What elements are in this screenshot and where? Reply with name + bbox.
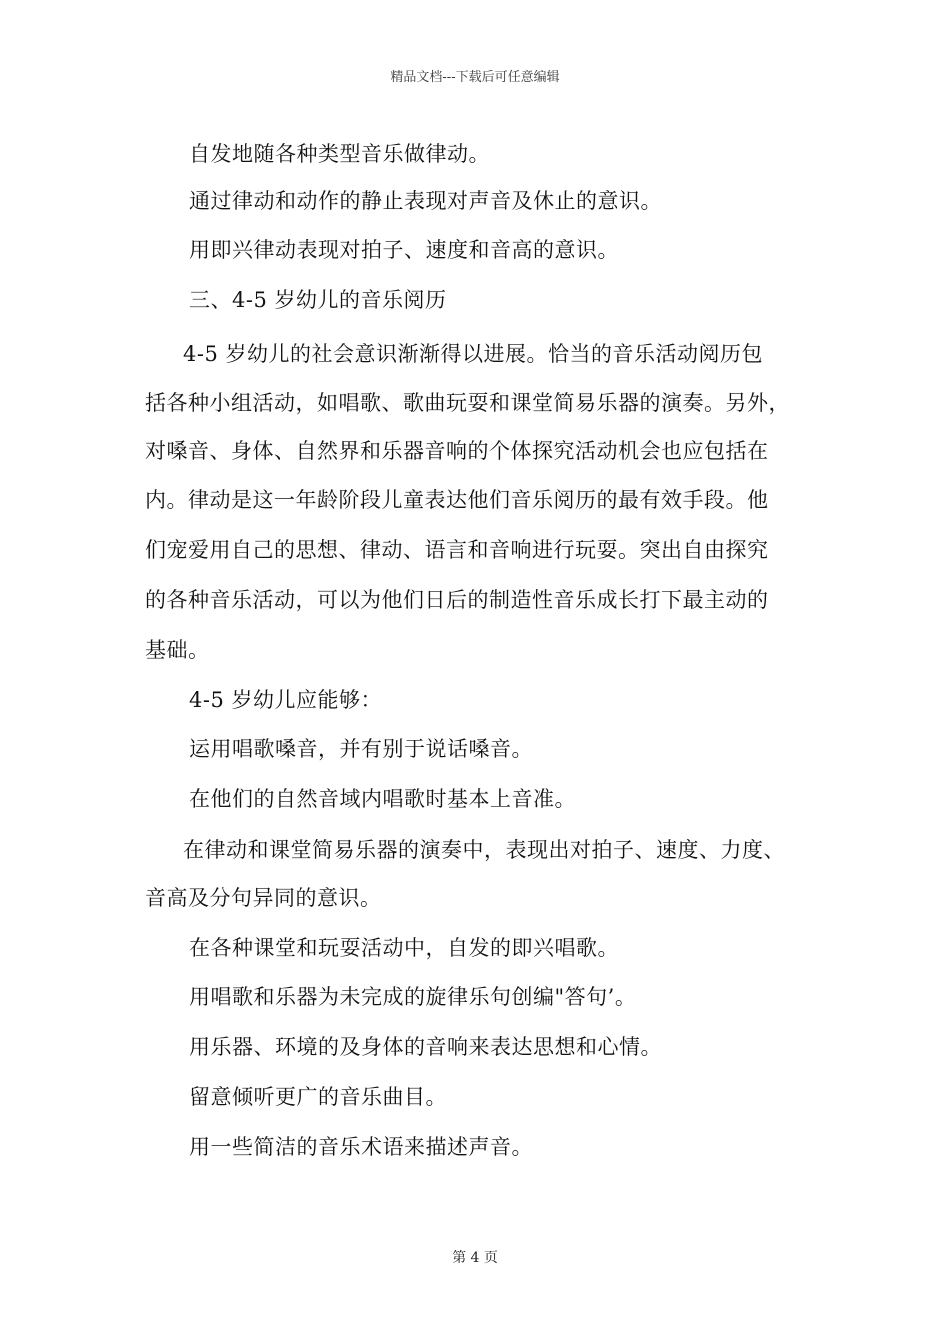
section-heading: 三、4-5 岁幼儿的音乐阅历 (189, 288, 447, 312)
paragraph-line: 对嗓音、身体、自然界和乐器音响的个体探究活动机会也应包括在 (145, 439, 769, 463)
paragraph-line: 在他们的自然音域内唱歌时基本上音准。 (189, 787, 576, 811)
paragraph-line: 4-5 岁幼儿应能够： (189, 688, 382, 712)
paragraph-line: 用一些简洁的音乐术语来描述声音。 (189, 1135, 533, 1159)
paragraph-line: 运用唱歌嗓音，并有别于说话嗓音。 (189, 737, 533, 761)
paragraph-line: 用乐器、环境的及身体的音响来表达思想和心情。 (189, 1035, 662, 1059)
paragraph-line: 在律动和课堂简易乐器的演奏中，表现出对拍子、速度、力度、 (183, 838, 785, 862)
paragraph-line: 基础。 (145, 638, 210, 662)
paragraph-line: 内。律动是这一年龄阶段儿童表达他们音乐阅历的最有效手段。他 (145, 488, 769, 512)
paragraph-line: 自发地随各种类型音乐做律动。 (189, 142, 490, 166)
paragraph-line: 在各种课堂和玩耍活动中，自发的即兴唱歌。 (189, 936, 619, 960)
paragraph-line: 的各种音乐活动，可以为他们日后的制造性音乐成长打下最主动的 (145, 588, 769, 612)
paragraph-line: 括各种小组活动，如唱歌、歌曲玩耍和课堂简易乐器的演奏。另外， (145, 391, 790, 415)
paragraph-line: 4-5 岁幼儿的社会意识渐渐得以进展。恰当的音乐活动阅历包 (183, 342, 763, 366)
paragraph-line: 用即兴律动表现对拍子、速度和音高的意识。 (189, 238, 619, 262)
page-header: 精品文档---下载后可任意编辑 (390, 70, 560, 85)
paragraph-line: 音高及分句异同的意识。 (145, 886, 382, 910)
paragraph-line: 通过律动和动作的静止表现对声音及休止的意识。 (189, 189, 662, 213)
paragraph-line: 们宠爱用自己的思想、律动、语言和音响进行玩耍。突出自由探究 (145, 538, 769, 562)
paragraph-line: 留意倾听更广的音乐曲目。 (189, 1085, 447, 1109)
page-number: 第 4 页 (452, 1250, 498, 1266)
paragraph-line: 用唱歌和乐器为未完成的旋律乐句创编"答句’。 (189, 985, 637, 1009)
